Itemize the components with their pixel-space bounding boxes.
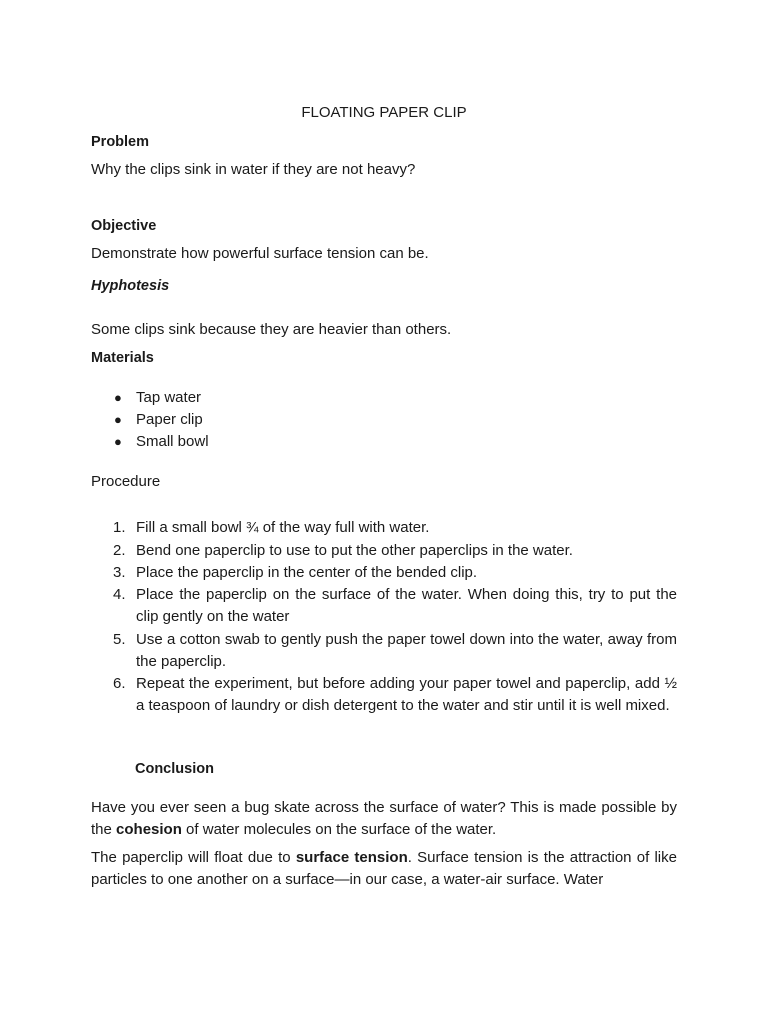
objective-text: Demonstrate how powerful surface tension can be. (91, 245, 429, 262)
bold-term: surface tension (295, 849, 408, 866)
page-title: FLOATING PAPER CLIP (301, 104, 467, 121)
step-text: Fill a small bowl ¾ of the way full with water. (136, 519, 430, 536)
bullet-icon: ● (114, 390, 122, 405)
procedure-heading: Procedure (91, 473, 161, 490)
step-text: Place the paperclip in the center of the bended clip. (136, 564, 478, 581)
step-number: 2. (113, 542, 126, 559)
materials-heading: Materials (91, 350, 154, 366)
bullet-icon: ● (114, 412, 122, 427)
step-text: Repeat the experiment, but before adding your paper towel and paperclip, add ½ a teaspoon of laundry or dish detergent to the water and stir until it is well mixed. (136, 675, 677, 714)
material-label: Paper clip (136, 411, 203, 428)
paragraph-text: Have you ever seen a bug skate across the surface of water? This is made possible by the (91, 799, 677, 838)
step-number: 4. (113, 586, 126, 603)
procedure-step (113, 673, 677, 717)
problem-heading: Problem (91, 134, 150, 150)
list-item (114, 409, 203, 431)
material-label: Small bowl (136, 433, 209, 450)
hypothesis-heading: Hyphotesis (91, 278, 170, 294)
step-number: 5. (113, 631, 126, 648)
material-label: Tap water (136, 389, 202, 406)
list-item (114, 431, 209, 453)
conclusion-paragraph-1 (91, 797, 677, 841)
step-number: 1. (113, 519, 126, 536)
hypothesis-text: Some clips sink because they are heavier than others. (91, 321, 452, 338)
procedure-step (113, 584, 677, 628)
procedure-step (113, 517, 677, 539)
step-number: 6. (113, 675, 126, 692)
procedure-step (113, 562, 677, 584)
procedure-step (113, 629, 677, 673)
paragraph-text: The paperclip will float due to (91, 849, 296, 866)
procedure-step (113, 540, 677, 562)
step-text: Use a cotton swab to gently push the paper towel down into the water, away from the paperclip. (136, 631, 677, 670)
conclusion-paragraph-2 (91, 847, 677, 891)
step-text: Bend one paperclip to use to put the other paperclips in the water. (136, 542, 573, 559)
list-item (114, 387, 201, 409)
step-number: 3. (113, 564, 126, 581)
step-text: Place the paperclip on the surface of the water. When doing this, try to put the clip gently on the water (136, 586, 677, 625)
problem-text: Why the clips sink in water if they are not heavy? (91, 161, 416, 178)
objective-heading: Objective (91, 218, 157, 234)
paragraph-text: . Surface tension is the attraction of like particles to one another on a surface—in our case, a water-air surface. Water (91, 849, 677, 888)
paragraph-text: of water molecules on the surface of the water. (181, 821, 497, 838)
bullet-icon: ● (114, 434, 122, 449)
conclusion-heading: Conclusion (135, 761, 214, 777)
bold-term: cohesion (116, 821, 182, 838)
